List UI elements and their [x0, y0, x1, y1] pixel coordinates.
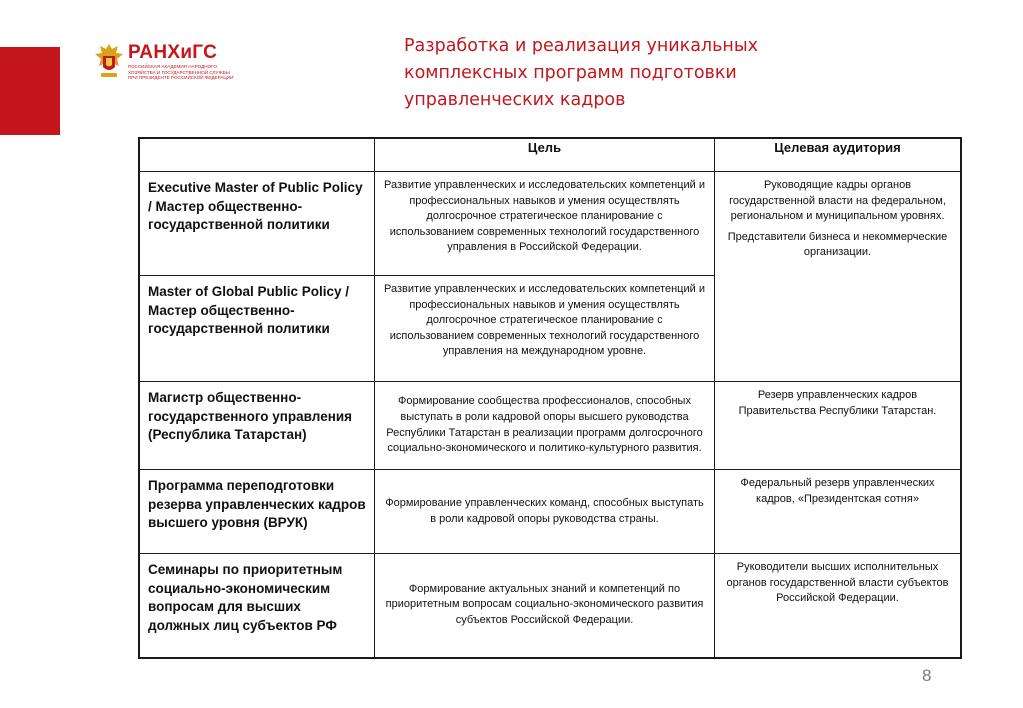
page-number: 8	[922, 666, 932, 685]
program-name: Семинары по приоритетным социально-экономическим вопросам для высших должных лиц субъектов РФ	[139, 554, 375, 658]
program-audience: Руководители высших исполнительных органов государственной власти субъектов Российской Федерации.	[715, 554, 962, 658]
program-audience: Федеральный резерв управленческих кадров, «Президентская сотня»	[715, 470, 962, 554]
program-name: Master of Global Public Policy / Мастер общественно-государственной политики	[139, 276, 375, 382]
red-accent-bar	[0, 47, 60, 135]
program-name: Executive Master of Public Policy / Мастер общественно-государственной политики	[139, 172, 375, 276]
programs-table	[138, 137, 962, 659]
program-goal: Развитие управленческих и исследовательских компетенций и профессиональных навыков и умения осуществлять долгосрочное стратегическое планирование с использованием современных технологий государственного управления в Российской Федерации.	[375, 172, 715, 276]
ranepa-logo	[94, 42, 234, 86]
program-name: Программа переподготовки резерва управленческих кадров высшего уровня (ВРУК)	[139, 470, 375, 554]
logo-subtitle: РОССИЙСКАЯ АКАДЕМИЯ НАРОДНОГО ХОЗЯЙСТВА И ГОСУДАРСТВЕННОЙ СЛУЖБЫ ПРИ ПРЕЗИДЕНТЕ РОССИЙСКОЙ ФЕДЕРАЦИИ	[128, 64, 234, 81]
program-audience-shared	[715, 172, 962, 382]
table-row	[139, 554, 961, 658]
program-goal: Формирование актуальных знаний и компетенций по приоритетным вопросам социально-экономического развития субъектов Российской Федерации.	[375, 554, 715, 658]
header-audience: Целевая аудитория	[715, 138, 962, 172]
program-goal: Формирование сообщества профессионалов, способных выступать в роли кадровой опоры высшего руководства Республики Татарстан в реализации программ долгосрочного социально-экономического и политико-культурного развития.	[375, 382, 715, 470]
eagle-emblem-icon	[94, 42, 124, 80]
table-header-row	[139, 138, 961, 172]
program-name: Магистр общественно-государственного управления (Республика Татарстан)	[139, 382, 375, 470]
slide-title: Разработка и реализация уникальных комплексных программ подготовки управленческих кадров	[404, 36, 759, 110]
table-row	[139, 172, 961, 276]
header-goal: Цель	[375, 138, 715, 172]
audience-line: Руководящие кадры органов государственной власти на федеральном, региональном и муниципальном уровнях.	[729, 179, 946, 223]
program-goal: Формирование управленческих команд, способных выступать в роли кадровой опоры руководства страны.	[375, 470, 715, 554]
table-row	[139, 382, 961, 470]
program-goal: Развитие управленческих и исследовательских компетенций и профессиональных навыков и умения осуществлять долгосрочное стратегическое планирование с использованием современных технологий государственного управления на международном уровне.	[375, 276, 715, 382]
header-empty	[139, 138, 375, 172]
table-row	[139, 470, 961, 554]
program-audience: Резерв управленческих кадров Правительства Республики Татарстан.	[715, 382, 962, 470]
audience-line: Представители бизнеса и некоммерческие организации.	[727, 230, 948, 259]
logo-title: РАНХиГС	[128, 42, 218, 63]
